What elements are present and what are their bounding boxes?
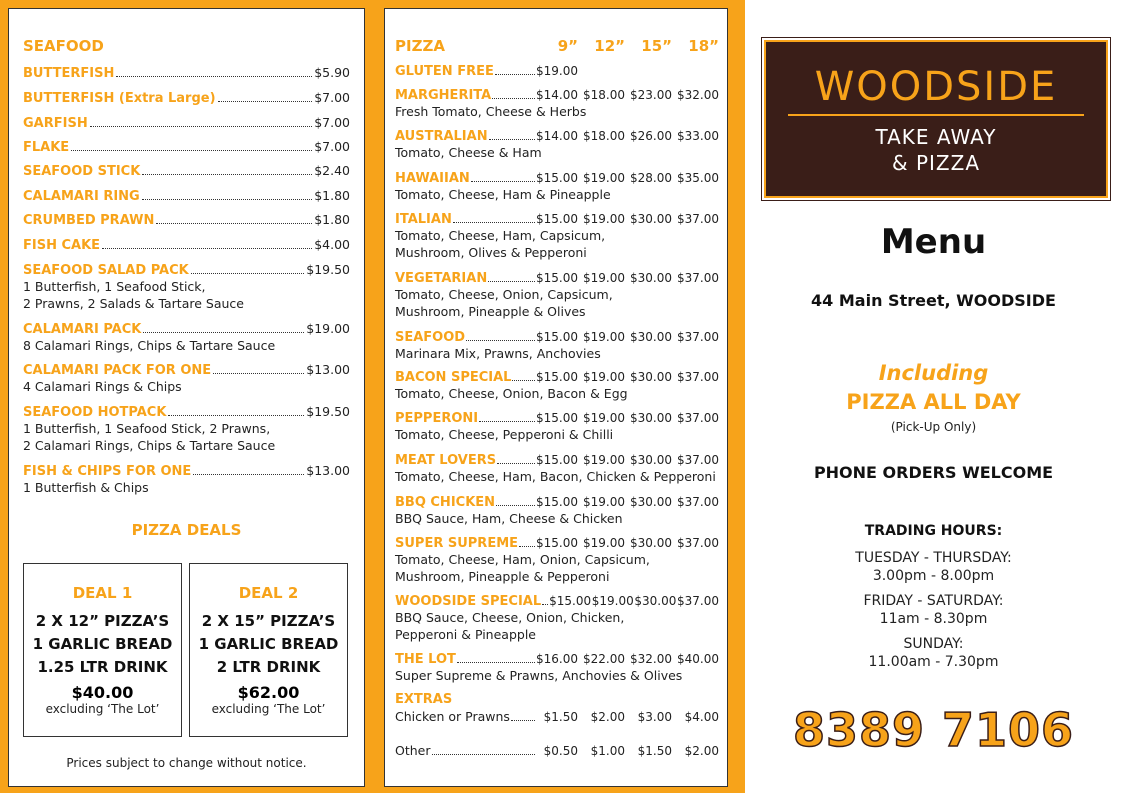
item-name: CALAMARI RING <box>23 189 140 204</box>
pizza-price: $15.00 <box>536 453 578 467</box>
pizza-price: $28.00 <box>630 171 672 185</box>
leader-dots <box>213 373 304 374</box>
leader-dots <box>90 126 313 127</box>
extra-price: $1.00 <box>590 744 625 758</box>
pizza-price: $37.00 <box>677 594 719 608</box>
pizza-price: $32.00 <box>630 652 672 666</box>
pizza-name: WOODSIDE SPECIAL <box>395 594 542 609</box>
leader-dots <box>432 754 536 755</box>
hours-fri-sat <box>745 592 1122 628</box>
menu-title: Menu <box>880 222 987 262</box>
item-name: FISH CAKE <box>23 238 101 253</box>
pizza-price: $30.00 <box>630 212 672 226</box>
deal-price: $62.00 <box>237 683 300 702</box>
leader-dots <box>71 150 312 151</box>
leader-dots <box>466 340 535 341</box>
pizza-name: PEPPERONI <box>395 411 479 426</box>
pizza-price: $37.00 <box>677 453 719 467</box>
leader-dots <box>497 463 535 464</box>
extra-name: Other <box>395 743 431 758</box>
including-text: Including <box>878 361 989 385</box>
leader-dots <box>193 474 304 475</box>
item-price: $13.00 <box>306 463 350 478</box>
item-name: SEAFOOD STICK <box>23 164 141 179</box>
extra-name: Chicken or Prawns <box>395 709 510 724</box>
address: 44 Main Street, WOODSIDE <box>811 291 1056 310</box>
leader-dots <box>142 174 312 175</box>
pizza-price: $22.00 <box>583 652 625 666</box>
pizza-desc: Tomato, Cheese, Ham, Onion, Capsicum, Mushroom, Pineapple & Pepperoni <box>395 552 650 584</box>
logo-subtitle: & PIZZA <box>892 151 980 175</box>
pizza-price: $14.00 <box>536 88 578 102</box>
deal-2-card <box>189 563 348 737</box>
leader-dots <box>453 222 535 223</box>
pizza-price: $19.00 <box>583 271 625 285</box>
size-label: 12” <box>594 37 625 55</box>
price-disclaimer: Prices subject to change without notice. <box>66 756 307 770</box>
deal-note: excluding ‘The Lot’ <box>45 702 160 716</box>
seafood-item <box>23 404 350 454</box>
item-price: $7.00 <box>314 139 350 154</box>
item-name: CALAMARI PACK FOR ONE <box>23 363 212 378</box>
pizza-price: $19.00 <box>583 453 625 467</box>
extra-price: $0.50 <box>543 744 578 758</box>
pizza-price: $15.00 <box>536 370 578 384</box>
pizza-price: $30.00 <box>634 594 677 608</box>
item-price: $13.00 <box>306 362 350 377</box>
extra-price: $2.00 <box>684 744 719 758</box>
extra-price: $3.00 <box>637 710 672 724</box>
deal-line: 1 GARLIC BREAD <box>32 635 173 653</box>
extra-price: $2.00 <box>590 710 625 724</box>
seafood-item <box>23 237 350 253</box>
item-name: SEAFOOD HOTPACK <box>23 405 167 420</box>
pizza-desc: Tomato, Cheese & Ham <box>395 145 542 160</box>
item-price: $7.00 <box>314 115 350 130</box>
leader-dots <box>218 101 313 102</box>
pizza-header-row <box>395 37 719 55</box>
pickup-note: (Pick-Up Only) <box>890 420 977 434</box>
seafood-item <box>23 262 350 312</box>
pizza-desc: Tomato, Cheese, Onion, Capsicum, Mushroom, Pineapple & Olives <box>395 287 613 319</box>
deal-title: DEAL 2 <box>238 584 299 602</box>
seafood-item <box>23 65 350 81</box>
leader-dots <box>156 223 312 224</box>
hours-time: 11am - 8.30pm <box>879 611 988 627</box>
pizza-item <box>395 652 719 684</box>
hours-days: TUESDAY - THURSDAY: <box>855 550 1012 566</box>
pizza-name: BBQ CHICKEN <box>395 495 496 510</box>
pizza-desc: BBQ Sauce, Ham, Cheese & Chicken <box>395 511 623 526</box>
pizza-price: $19.00 <box>583 411 625 425</box>
item-name: FLAKE <box>23 140 70 155</box>
deal-line: 2 X 15” PIZZA’S <box>201 612 336 630</box>
pizza-desc: Tomato, Cheese, Ham, Capsicum, Mushroom, Olives & Pepperoni <box>395 228 606 260</box>
extra-item <box>395 743 719 758</box>
pizza-price: $32.00 <box>677 88 719 102</box>
seafood-item <box>23 90 350 106</box>
woodside-logo <box>764 40 1108 198</box>
item-price: $19.00 <box>306 321 350 336</box>
pizza-price: $37.00 <box>677 212 719 226</box>
pizza-price: $19.00 <box>583 212 625 226</box>
pizza-item <box>395 453 719 485</box>
pizza-price: $30.00 <box>630 411 672 425</box>
pizza-name: AUSTRALIAN <box>395 129 488 144</box>
hours-days: SUNDAY: <box>903 636 964 652</box>
logo-subtitle: TAKE AWAY <box>875 125 997 149</box>
pizza-price: $14.00 <box>536 129 578 143</box>
seafood-heading: SEAFOOD <box>23 37 104 55</box>
leader-dots <box>496 505 535 506</box>
pizza-price: $30.00 <box>630 330 672 344</box>
pizza-name: MARGHERITA <box>395 88 492 103</box>
info-panel <box>745 0 1122 793</box>
extras-heading: EXTRAS <box>395 692 453 707</box>
pizza-price: $18.00 <box>583 88 625 102</box>
leader-dots <box>116 76 312 77</box>
seafood-item <box>23 362 350 395</box>
pizza-name: GLUTEN FREE <box>395 64 494 79</box>
pizza-name: SUPER SUPREME <box>395 536 519 551</box>
leader-dots <box>519 546 535 547</box>
hours-time: 11.00am - 7.30pm <box>868 654 999 670</box>
pizza-price: $19.00 <box>583 536 625 550</box>
leader-dots <box>191 273 305 274</box>
pizza-item <box>395 171 719 203</box>
pizza-price: $16.00 <box>536 652 578 666</box>
item-name: CALAMARI PACK <box>23 322 142 337</box>
leader-dots <box>495 74 535 75</box>
pizza-item <box>395 370 719 402</box>
hours-sunday <box>745 635 1122 671</box>
pizza-desc: Marinara Mix, Prawns, Anchovies <box>395 346 601 361</box>
extra-price: $1.50 <box>543 710 578 724</box>
deal-note: excluding ‘The Lot’ <box>211 702 326 716</box>
leader-dots <box>102 248 312 249</box>
leader-dots <box>471 181 535 182</box>
size-label: 18” <box>688 37 719 55</box>
item-desc: 1 Butterfish, 1 Seafood Stick, 2 Prawns, 2 Salads & Tartare Sauce <box>23 279 244 311</box>
item-desc: 1 Butterfish & Chips <box>23 480 149 495</box>
pizza-price: $15.00 <box>536 171 578 185</box>
pizza-price: $19.00 <box>583 370 625 384</box>
deal-1-card <box>23 563 182 737</box>
leader-dots <box>142 199 312 200</box>
pizza-price: $30.00 <box>630 271 672 285</box>
pizza-price: $37.00 <box>677 271 719 285</box>
pizza-desc: BBQ Sauce, Cheese, Onion, Chicken, Pepperoni & Pineapple <box>395 610 625 642</box>
item-name: SEAFOOD SALAD PACK <box>23 263 189 278</box>
pizza-item <box>395 88 719 120</box>
item-name: BUTTERFISH (Extra Large) <box>23 91 216 106</box>
pizza-item <box>395 536 719 585</box>
pizza-price: $30.00 <box>630 453 672 467</box>
pizza-price: $19.00 <box>536 64 578 78</box>
leader-dots <box>168 415 304 416</box>
pizza-heading: PIZZA <box>395 37 445 55</box>
pizza-name: SEAFOOD <box>395 330 466 345</box>
hours-heading: TRADING HOURS: <box>864 523 1003 539</box>
leader-dots <box>479 421 535 422</box>
hours-time: 3.00pm - 8.00pm <box>872 568 995 584</box>
deal-line: 2 LTR DRINK <box>216 658 321 676</box>
pizza-price: $23.00 <box>630 88 672 102</box>
pizza-price: $15.00 <box>536 271 578 285</box>
pizza-name: THE LOT <box>395 652 456 667</box>
pizza-name: VEGETARIAN <box>395 271 488 286</box>
pizza-name: MEAT LOVERS <box>395 453 497 468</box>
pizza-price: $30.00 <box>630 495 672 509</box>
pizza-price: $33.00 <box>677 129 719 143</box>
logo-divider <box>788 114 1084 116</box>
leader-dots <box>143 332 304 333</box>
deal-line: 2 X 12” PIZZA’S <box>35 612 170 630</box>
seafood-item <box>23 139 350 155</box>
pizza-desc: Tomato, Cheese, Onion, Bacon & Egg <box>395 386 628 401</box>
pizza-item <box>395 271 719 320</box>
leader-dots <box>489 139 535 140</box>
pizza-all-day: PIZZA ALL DAY <box>846 390 1021 414</box>
item-name: GARFISH <box>23 116 88 131</box>
hours-days: FRIDAY - SATURDAY: <box>863 593 1004 609</box>
pizza-item <box>395 330 719 362</box>
pizza-price: $37.00 <box>677 370 719 384</box>
pizza-item <box>395 64 719 79</box>
extra-price: $4.00 <box>684 710 719 724</box>
leader-dots <box>492 98 535 99</box>
pizza-name: HAWAIIAN <box>395 171 470 186</box>
pizza-price: $15.00 <box>536 212 578 226</box>
pizza-desc: Tomato, Cheese, Ham, Bacon, Chicken & Pepperoni <box>395 469 716 484</box>
deal-price: $40.00 <box>71 683 134 702</box>
pizza-price: $19.00 <box>583 171 625 185</box>
pizza-price: $37.00 <box>677 411 719 425</box>
item-price: $5.90 <box>314 65 350 80</box>
item-name: FISH & CHIPS FOR ONE <box>23 464 192 479</box>
pizza-price: $19.00 <box>583 330 625 344</box>
item-price: $1.80 <box>314 212 350 227</box>
pizza-price: $30.00 <box>630 536 672 550</box>
phone-number[interactable]: 8389 7106 <box>792 703 1075 757</box>
seafood-item <box>23 463 350 496</box>
pizza-price: $15.00 <box>536 411 578 425</box>
item-desc: 8 Calamari Rings, Chips & Tartare Sauce <box>23 338 276 353</box>
hours-tue-thu <box>745 549 1122 585</box>
pizza-panel <box>384 8 728 787</box>
extra-price: $1.50 <box>637 744 672 758</box>
pizza-deals-heading: PIZZA DEALS <box>131 521 242 539</box>
size-label: 9” <box>557 37 578 55</box>
item-price: $4.00 <box>314 237 350 252</box>
pizza-item <box>395 594 719 643</box>
seafood-item <box>23 115 350 131</box>
pizza-desc: Super Supreme & Prawns, Anchovies & Olives <box>395 668 683 683</box>
deal-line: 1.25 LTR DRINK <box>37 658 168 676</box>
item-desc: 1 Butterfish, 1 Seafood Stick, 2 Prawns, 2 Calamari Rings, Chips & Tartare Sauce <box>23 421 276 453</box>
pizza-price: $15.00 <box>536 330 578 344</box>
item-price: $2.40 <box>314 163 350 178</box>
size-label: 15” <box>641 37 672 55</box>
pizza-price: $40.00 <box>677 652 719 666</box>
pizza-desc: Tomato, Cheese, Pepperoni & Chilli <box>395 427 614 442</box>
pizza-desc: Tomato, Cheese, Ham & Pineapple <box>395 187 611 202</box>
logo-title: WOODSIDE <box>814 64 1058 110</box>
pizza-price: $15.00 <box>536 536 578 550</box>
pizza-price: $26.00 <box>630 129 672 143</box>
pizza-price: $30.00 <box>630 370 672 384</box>
item-price: $19.50 <box>306 262 350 277</box>
item-desc: 4 Calamari Rings & Chips <box>23 379 182 394</box>
leader-dots <box>512 380 535 381</box>
pizza-price: $18.00 <box>583 129 625 143</box>
pizza-item <box>395 411 719 443</box>
pizza-price: $37.00 <box>677 330 719 344</box>
leader-dots <box>542 604 548 605</box>
pizza-name: BACON SPECIAL <box>395 370 512 385</box>
leader-dots <box>511 720 535 721</box>
pizza-price: $15.00 <box>549 594 592 608</box>
phone-orders: PHONE ORDERS WELCOME <box>813 463 1054 482</box>
item-price: $7.00 <box>314 90 350 105</box>
pizza-item <box>395 212 719 261</box>
leader-dots <box>457 662 535 663</box>
pizza-price: $15.00 <box>536 495 578 509</box>
item-price: $19.50 <box>306 404 350 419</box>
pizza-item <box>395 495 719 527</box>
leader-dots <box>488 281 535 282</box>
extra-item <box>395 709 719 724</box>
pizza-price: $19.00 <box>591 594 634 608</box>
seafood-item <box>23 212 350 228</box>
deal-title: DEAL 1 <box>72 584 133 602</box>
pizza-price: $37.00 <box>677 495 719 509</box>
item-name: BUTTERFISH <box>23 66 115 81</box>
pizza-name: ITALIAN <box>395 212 452 227</box>
pizza-desc: Fresh Tomato, Cheese & Herbs <box>395 104 587 119</box>
pizza-item <box>395 129 719 161</box>
pizza-price: $19.00 <box>583 495 625 509</box>
item-price: $1.80 <box>314 188 350 203</box>
seafood-item <box>23 163 350 179</box>
seafood-item <box>23 188 350 204</box>
pizza-price: $35.00 <box>677 171 719 185</box>
deal-line: 1 GARLIC BREAD <box>198 635 339 653</box>
pizza-price: $37.00 <box>677 536 719 550</box>
seafood-item <box>23 321 350 354</box>
item-name: CRUMBED PRAWN <box>23 213 155 228</box>
